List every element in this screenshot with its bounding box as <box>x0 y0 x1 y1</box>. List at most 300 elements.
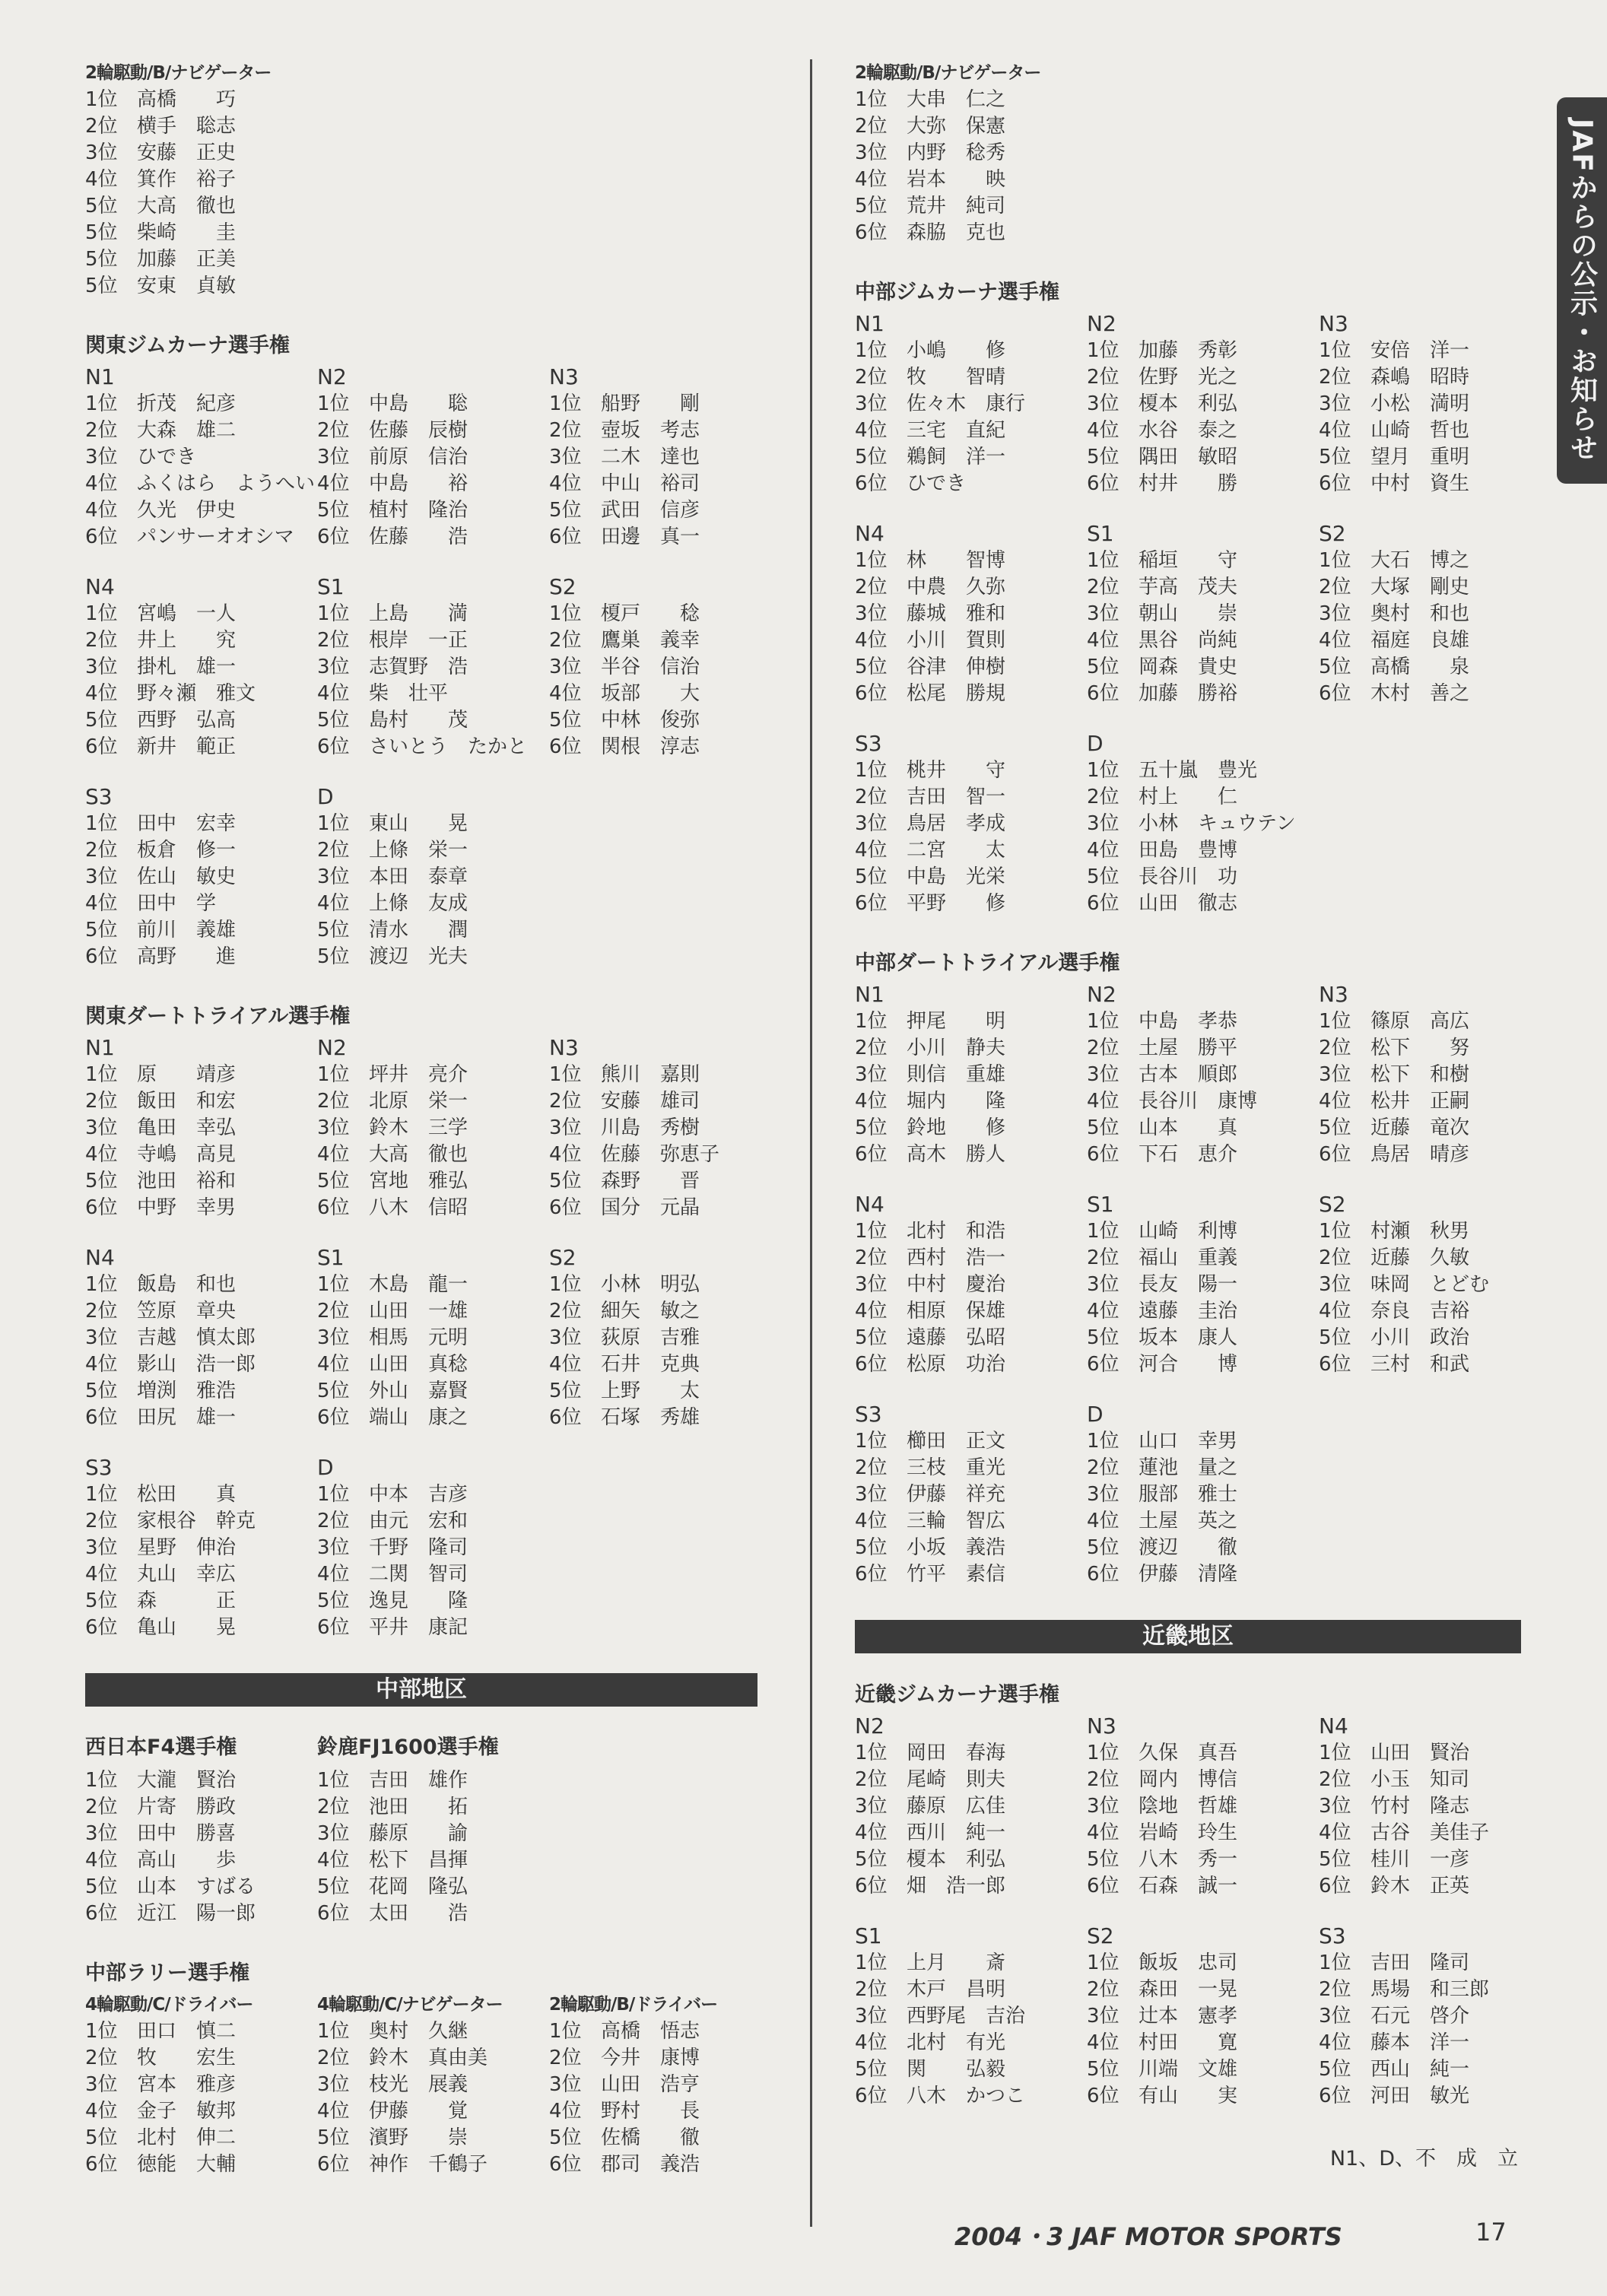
driver-name: 榎本 利弘 <box>907 1848 1006 1871</box>
result-entry <box>85 87 271 113</box>
class-heading: N3 <box>1319 311 1348 336</box>
class-group <box>549 1244 700 1431</box>
driver-name: 岡森 貴史 <box>1139 656 1238 678</box>
rank-label: 2位 <box>85 629 118 652</box>
result-entry <box>855 471 1087 497</box>
rank-label: 6位 <box>1319 1353 1351 1376</box>
result-entry <box>1319 1740 1489 1767</box>
result-entry <box>317 2152 549 2178</box>
result-entry <box>1319 2003 1489 2030</box>
result-entry <box>85 1794 317 1821</box>
class-group <box>1087 1713 1319 1900</box>
driver-name: 吉田 隆司 <box>1370 1951 1470 1974</box>
result-entry <box>1087 601 1319 627</box>
rank-label: 4位 <box>1087 1821 1120 1844</box>
class-heading: N2 <box>1087 982 1116 1007</box>
driver-name: 前原 信治 <box>369 446 468 468</box>
result-entry <box>549 681 700 707</box>
driver-name: 岡田 春海 <box>907 1742 1006 1764</box>
result-entry <box>855 654 1087 681</box>
result-entry <box>317 497 549 524</box>
driver-name: 土屋 勝平 <box>1139 1037 1238 1059</box>
rank-label: 4位 <box>85 892 118 915</box>
driver-name: 坪井 亮介 <box>369 1063 468 1086</box>
result-entry <box>1087 1428 1237 1455</box>
driver-name: 西山 純一 <box>1370 2058 1470 2081</box>
side-tab-label: JAFからの公示・お知らせ <box>1566 119 1598 462</box>
driver-name: 松原 功治 <box>907 1353 1006 1376</box>
rank-label: 3位 <box>85 1536 118 1559</box>
driver-name: 松下 和樹 <box>1370 1063 1470 1086</box>
result-entry <box>85 681 317 707</box>
rank-label: 4位 <box>549 472 582 495</box>
class-group <box>317 1991 549 2178</box>
class-heading: S3 <box>1319 1923 1346 1948</box>
rank-label: 4位 <box>317 1849 350 1872</box>
rank-label: 5位 <box>85 1589 118 1612</box>
result-entry <box>85 1615 317 1641</box>
rank-label: 6位 <box>1087 2085 1120 2107</box>
result-entry <box>85 1115 317 1142</box>
driver-name: 中野 幸男 <box>137 1196 237 1219</box>
driver-name: 平野 修 <box>907 892 1006 915</box>
result-entry <box>1319 627 1469 654</box>
result-entry <box>317 1588 468 1615</box>
rank-label: 1位 <box>85 812 118 835</box>
rank-label: 2位 <box>85 1510 118 1532</box>
rank-label: 5位 <box>855 1116 888 1139</box>
result-entry <box>855 2083 1087 2110</box>
class-heading: 2輪駆動/B/ナビゲーター <box>85 63 272 83</box>
result-entry <box>85 273 271 300</box>
driver-name: 渡辺 光夫 <box>369 945 468 968</box>
result-entry <box>1319 471 1469 497</box>
driver-name: 高山 歩 <box>137 1849 237 1872</box>
result-entry <box>855 1272 1087 1298</box>
result-entry <box>85 1821 317 1847</box>
result-entry <box>1087 391 1319 418</box>
driver-name: 星野 伸治 <box>137 1536 237 1559</box>
rank-label: 4位 <box>1087 2031 1120 2054</box>
driver-name: 西野 弘高 <box>137 709 237 732</box>
driver-name: 小嶋 修 <box>907 339 1006 362</box>
result-entry <box>855 1115 1087 1142</box>
rank-label: 1位 <box>317 602 350 625</box>
result-entry <box>855 811 1087 837</box>
driver-name: 田邊 真一 <box>601 526 700 548</box>
rank-label: 1位 <box>1087 1951 1120 1974</box>
result-entry <box>1087 1950 1319 1977</box>
driver-name: 佐々木 康行 <box>907 392 1026 415</box>
class-group <box>85 364 317 551</box>
class-heading: S1 <box>317 1245 345 1270</box>
result-entry <box>317 1561 468 1588</box>
class-heading: S2 <box>549 1245 576 1270</box>
class-group <box>549 573 700 761</box>
driver-name: 鷹巣 義幸 <box>601 629 700 652</box>
rank-label: 5位 <box>85 2126 118 2149</box>
driver-name: 藤本 洋一 <box>1370 2031 1470 2054</box>
driver-name: 前川 義雄 <box>137 919 237 942</box>
rank-label: 2位 <box>85 419 118 442</box>
class-group <box>317 1734 499 1927</box>
result-entry <box>1319 1088 1469 1115</box>
championship-title: 中部ジムカーナ選手権 <box>855 281 1059 304</box>
result-entry <box>1319 1847 1489 1873</box>
rank-label: 3位 <box>1319 1795 1351 1818</box>
rank-label: 4位 <box>1319 419 1351 442</box>
driver-name: 佐藤 辰樹 <box>369 419 468 442</box>
rank-label: 2位 <box>85 1300 118 1323</box>
driver-name: 山田 真稔 <box>369 1353 468 1376</box>
rank-label: 6位 <box>549 2153 582 2176</box>
rank-label: 2位 <box>1087 576 1120 599</box>
rank-label: 1位 <box>1087 1742 1120 1764</box>
result-entry <box>1319 444 1469 471</box>
championship-block <box>855 59 1524 246</box>
driver-name: 谷津 伸樹 <box>907 656 1006 678</box>
driver-name: 北村 伸二 <box>137 2126 237 2149</box>
rank-label: 1位 <box>549 1273 582 1296</box>
result-entry <box>1319 391 1469 418</box>
rank-label: 1位 <box>1087 339 1120 362</box>
driver-name: 有山 実 <box>1139 2085 1238 2107</box>
class-group <box>855 1191 1087 1378</box>
class-group <box>855 1401 1087 1588</box>
result-entry <box>1319 1008 1469 1035</box>
driver-name: 根岸 一正 <box>369 629 468 652</box>
driver-name: 水谷 泰之 <box>1139 419 1238 442</box>
driver-name: 福庭 良雄 <box>1370 629 1470 652</box>
result-entry <box>317 1794 499 1821</box>
rank-label: 3位 <box>85 141 118 164</box>
rank-label: 4位 <box>855 2031 888 2054</box>
driver-name: 田口 慎二 <box>137 2020 237 2043</box>
driver-name: 森脇 克也 <box>907 221 1006 244</box>
class-group <box>855 520 1087 707</box>
rank-label: 6位 <box>1087 682 1120 705</box>
result-entry <box>549 2125 717 2152</box>
result-entry <box>317 707 549 734</box>
rank-label: 4位 <box>549 2100 582 2123</box>
result-entry <box>317 811 468 837</box>
rank-label: 1位 <box>1087 759 1120 782</box>
result-entry <box>549 1195 719 1221</box>
driver-name: 宮本 雅彦 <box>137 2073 237 2096</box>
driver-name: 掛札 雄一 <box>137 656 237 678</box>
right-column <box>855 59 1524 2171</box>
rank-label: 6位 <box>1087 1353 1120 1376</box>
class-heading: S2 <box>1087 1923 1114 1948</box>
rank-label: 5位 <box>1087 1116 1120 1139</box>
result-entry <box>1319 1325 1489 1351</box>
result-entry <box>1319 574 1469 601</box>
driver-name: 増渕 雅浩 <box>137 1380 237 1402</box>
note-text: N1、D、不 成 立 <box>1329 2147 1518 2171</box>
result-entry <box>549 2152 717 2178</box>
rank-label: 6位 <box>317 2153 350 2176</box>
class-group <box>85 1991 317 2178</box>
result-entry <box>855 1428 1087 1455</box>
section-side-tab <box>1557 97 1607 484</box>
rank-label: 5位 <box>317 1589 350 1612</box>
rank-label: 3位 <box>317 1116 350 1139</box>
result-entry <box>549 2098 717 2125</box>
driver-name: 石元 啓介 <box>1370 2005 1470 2028</box>
result-entry <box>549 2018 717 2045</box>
driver-name: 八木 信昭 <box>369 1196 468 1219</box>
result-entry <box>1087 1245 1319 1272</box>
rank-label: 6位 <box>317 1196 350 1219</box>
driver-name: 近藤 竜次 <box>1370 1116 1470 1139</box>
result-entry <box>855 1455 1087 1481</box>
rank-label: 5位 <box>85 221 118 244</box>
result-entry <box>1319 1115 1469 1142</box>
result-entry <box>855 627 1087 654</box>
result-entry <box>317 1088 549 1115</box>
result-entry <box>1087 757 1296 784</box>
rank-label: 5位 <box>855 446 888 468</box>
result-entry <box>855 1298 1087 1325</box>
result-entry <box>855 444 1087 471</box>
result-entry <box>1087 471 1319 497</box>
result-entry <box>855 1035 1087 1062</box>
driver-name: 片寄 勝政 <box>137 1796 237 1818</box>
driver-name: 関 弘毅 <box>907 2058 1006 2081</box>
driver-name: 荻原 吉雅 <box>601 1326 700 1349</box>
result-entry <box>855 1062 1087 1088</box>
rank-label: 6位 <box>1319 682 1351 705</box>
driver-name: 堀内 隆 <box>907 1090 1006 1113</box>
driver-name: 村田 寛 <box>1139 2031 1238 2054</box>
driver-name: 長友 陽一 <box>1139 1273 1238 1296</box>
driver-name: 鈴地 修 <box>907 1116 1006 1139</box>
rank-label: 4位 <box>549 1143 582 1166</box>
rank-label: 1位 <box>85 88 118 111</box>
driver-name: 相馬 元明 <box>369 1326 468 1349</box>
driver-name: 平井 康記 <box>369 1616 468 1639</box>
driver-name: 辻本 憲孝 <box>1139 2005 1238 2028</box>
result-entry <box>85 246 271 273</box>
result-entry <box>1319 2056 1489 2083</box>
driver-name: 古谷 美佳子 <box>1370 1821 1490 1844</box>
result-entry <box>1087 1740 1319 1767</box>
rank-label: 5位 <box>1087 865 1120 888</box>
rank-label: 2位 <box>317 839 350 862</box>
driver-name: 北原 栄一 <box>369 1090 468 1113</box>
rank-label: 6位 <box>317 1406 350 1429</box>
class-group <box>1087 1191 1319 1378</box>
driver-name: 池田 裕和 <box>137 1170 237 1192</box>
result-entry <box>855 2003 1087 2030</box>
driver-name: 笠原 章央 <box>137 1300 237 1323</box>
driver-name: 今井 康博 <box>601 2047 700 2069</box>
result-entry <box>85 167 271 193</box>
driver-name: 吉田 智一 <box>907 786 1006 808</box>
driver-name: 吉田 雄作 <box>369 1769 468 1792</box>
result-entry <box>1319 1351 1489 1378</box>
result-entry <box>85 220 271 246</box>
result-entry <box>85 2098 317 2125</box>
result-entry <box>1319 1977 1489 2003</box>
result-entry <box>855 1950 1087 1977</box>
class-group <box>85 1034 317 1221</box>
rank-label: 5位 <box>1087 1536 1120 1559</box>
rank-label: 2位 <box>317 1090 350 1113</box>
driver-name: 山田 浩亨 <box>601 2073 700 2096</box>
result-entry <box>317 2098 549 2125</box>
driver-name: 村瀬 秋男 <box>1370 1220 1470 1243</box>
rank-label: 4位 <box>317 472 350 495</box>
class-group <box>1087 981 1319 1168</box>
class-group <box>855 310 1087 497</box>
result-entry <box>85 707 317 734</box>
driver-name: 志賀野 浩 <box>369 656 468 678</box>
driver-name: 服部 雅士 <box>1139 1483 1238 1506</box>
result-entry <box>855 1008 1087 1035</box>
result-entry <box>855 891 1087 917</box>
rank-label: 5位 <box>855 656 888 678</box>
driver-name: 二木 達也 <box>601 446 700 468</box>
result-entry <box>855 574 1087 601</box>
class-heading: 4輪駆動/C/ナビゲーター <box>317 1995 503 2015</box>
result-entry <box>317 471 549 497</box>
result-entry <box>855 338 1087 364</box>
result-entry <box>855 757 1087 784</box>
class-heading: N4 <box>855 1192 884 1217</box>
rank-label: 3位 <box>85 865 118 888</box>
class-row <box>85 364 759 551</box>
class-heading: S1 <box>317 574 345 599</box>
driver-name: 坂部 大 <box>601 682 700 705</box>
result-entry <box>855 601 1087 627</box>
rank-label: 2位 <box>855 115 888 138</box>
rank-label: 3位 <box>549 1326 582 1349</box>
championship-title: 中部ダートトライアル選手権 <box>855 951 1120 975</box>
rank-label: 4位 <box>1319 1821 1351 1844</box>
driver-name: 伊藤 覚 <box>369 2100 468 2123</box>
result-entry <box>549 2072 717 2098</box>
result-entry <box>317 2072 549 2098</box>
class-heading: N2 <box>317 1035 347 1060</box>
driver-name: 鳥居 晴彦 <box>1370 1143 1470 1166</box>
driver-name: 近藤 久敏 <box>1370 1246 1470 1269</box>
result-entry <box>317 1351 549 1378</box>
rank-label: 4位 <box>855 1300 888 1323</box>
rank-label: 5位 <box>317 1380 350 1402</box>
result-entry <box>85 2125 317 2152</box>
rank-label: 6位 <box>1087 1143 1120 1166</box>
rank-label: 6位 <box>1087 892 1120 915</box>
result-entry <box>1087 891 1296 917</box>
rank-label: 3位 <box>85 656 118 678</box>
rank-label: 5位 <box>855 2058 888 2081</box>
driver-name: 小林 キュウテン <box>1139 812 1296 835</box>
driver-name: 森嶋 昭時 <box>1370 366 1470 389</box>
driver-name: 山本 すばる <box>137 1875 256 1898</box>
result-entry <box>1087 2056 1319 2083</box>
driver-name: 中島 光栄 <box>907 865 1006 888</box>
driver-name: 北村 有光 <box>907 2031 1006 2054</box>
result-entry <box>855 681 1087 707</box>
driver-name: 長谷川 功 <box>1139 865 1238 888</box>
rank-label: 4位 <box>1087 1510 1120 1532</box>
driver-name: 小川 静夫 <box>907 1037 1006 1059</box>
result-entry <box>1319 1062 1469 1088</box>
driver-name: 大石 博之 <box>1370 549 1470 572</box>
result-entry <box>1319 1272 1489 1298</box>
rank-label: 5位 <box>549 1170 582 1192</box>
rank-label: 4位 <box>855 629 888 652</box>
driver-name: 伊藤 清隆 <box>1139 1563 1238 1586</box>
rank-label: 1位 <box>855 759 888 782</box>
rank-label: 6位 <box>855 1143 888 1166</box>
class-row <box>855 1923 1524 2110</box>
result-entry <box>1087 1325 1319 1351</box>
result-entry <box>1319 1767 1489 1793</box>
class-group <box>85 573 317 761</box>
driver-name: 川島 秀樹 <box>601 1116 700 1139</box>
driver-name: 本田 泰章 <box>369 865 468 888</box>
rank-label: 5位 <box>1087 446 1120 468</box>
class-heading: N2 <box>317 364 347 389</box>
driver-name: 木島 龍一 <box>369 1273 468 1296</box>
rank-label: 3位 <box>317 2073 350 2096</box>
rank-label: 4位 <box>1087 1300 1120 1323</box>
rank-label: 6位 <box>1087 472 1120 495</box>
driver-name: 高橋 巧 <box>137 88 237 111</box>
rank-label: 2位 <box>855 1456 888 1479</box>
result-entry <box>1087 864 1296 891</box>
rank-label: 4位 <box>85 1353 118 1376</box>
rank-label: 6位 <box>855 221 888 244</box>
class-heading: N3 <box>549 364 579 389</box>
driver-name: 伊藤 祥充 <box>907 1483 1006 1506</box>
result-entry <box>85 524 317 551</box>
result-entry <box>549 471 700 497</box>
rank-label: 4位 <box>317 1563 350 1586</box>
driver-name: パンサーオオシマ <box>137 526 294 548</box>
result-entry <box>855 1088 1087 1115</box>
driver-name: 河合 博 <box>1139 1353 1238 1376</box>
result-entry <box>855 2030 1087 2056</box>
result-entry <box>1087 1481 1237 1508</box>
rank-label: 2位 <box>317 1510 350 1532</box>
championship-block <box>855 278 1524 917</box>
driver-name: 濱野 崇 <box>369 2126 468 2149</box>
result-entry <box>1319 1298 1489 1325</box>
rank-label: 1位 <box>1087 1220 1120 1243</box>
result-entry <box>549 1168 719 1195</box>
championship-block <box>85 1959 759 2178</box>
rank-label: 3位 <box>1319 602 1351 625</box>
rank-label: 4位 <box>549 682 582 705</box>
driver-name: 中島 聡 <box>369 392 468 415</box>
class-group <box>1319 1713 1489 1900</box>
rank-label: 5位 <box>855 1536 888 1559</box>
rank-label: 1位 <box>85 392 118 415</box>
rank-label: 6位 <box>1319 2085 1351 2107</box>
driver-name: 久光 伊史 <box>137 499 237 522</box>
rank-label: 1位 <box>549 392 582 415</box>
result-entry <box>1087 1142 1319 1168</box>
championship-title: 関東ダートトライアル選手権 <box>85 1005 351 1028</box>
result-entry <box>1319 1245 1489 1272</box>
rank-label: 2位 <box>1087 1768 1120 1791</box>
rank-label: 1位 <box>855 1742 888 1764</box>
result-entry <box>85 944 317 970</box>
class-group <box>1087 1923 1319 2110</box>
